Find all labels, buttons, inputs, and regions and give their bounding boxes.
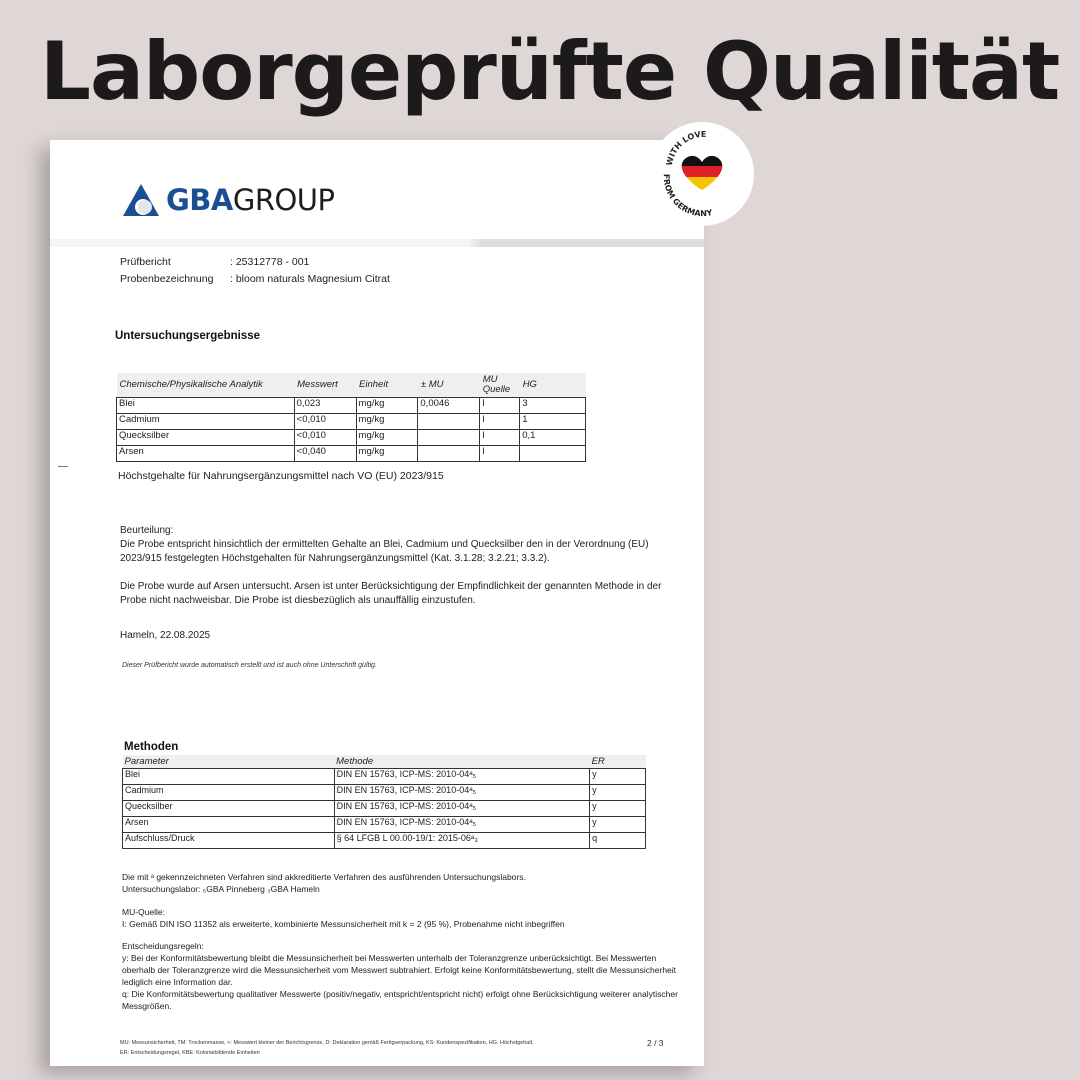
sample-name-value: : bloom naturals Magnesium Citrat: [230, 273, 390, 285]
col-hg: HG: [520, 373, 586, 398]
cell-value: 0,023: [294, 398, 356, 414]
col-method: Methode: [334, 755, 589, 769]
table-row: [117, 430, 586, 446]
col-mu-source: MU Quelle: [480, 373, 520, 398]
page-number: 2 / 3: [647, 1038, 664, 1048]
cell-parameter: Blei: [117, 398, 295, 414]
cell-method: DIN EN 15763, ICP-MS: 2010-04ᵃ₅: [334, 785, 589, 801]
methods-table: [122, 755, 646, 849]
mu-source-text: I: Gemäß DIN ISO 11352 als erweiterte, kombinierte Messunsicherheit mit k = 2 (95 %), Probenahme nicht inbegriffen: [122, 919, 565, 929]
results-table: [116, 373, 586, 462]
decision-rule-y: y: Bei der Konformitätsbewertung bleibt die Messunsicherheit bei Messwerten unterhalb der Toleranzgrenze unberücksichtigt. Bei Messwerten oberhalb der Toleranzgrenze wird die Messunsicherheit vom Messwert subtrahiert. Erfolgt keine Konformitätsbewertung, stellt die Messunsicherheit lediglich eine Information dar.: [122, 953, 677, 987]
header-band: [50, 239, 704, 247]
table-row: [117, 414, 586, 430]
report-number-value: : 25312778 - 001: [230, 256, 310, 268]
decision-rules-label: Entscheidungsregeln:: [122, 941, 204, 951]
table-row: [123, 769, 646, 785]
cell-mu-source: I: [480, 414, 520, 430]
assessment: [120, 524, 680, 622]
accreditation-line-1: Die mit ᵃ gekennzeichneten Verfahren sind akkreditierte Verfahren des ausführenden Untersuchungslabors.: [122, 872, 526, 882]
headline: Laborgeprüfte Qualität: [40, 25, 1060, 118]
abbreviations-legend: [120, 1038, 600, 1058]
cell-value: <0,040: [294, 446, 356, 462]
table-row: [117, 398, 586, 414]
cell-value: <0,010: [294, 414, 356, 430]
german-flag-heart-icon: [676, 152, 728, 192]
assessment-paragraph-1: Die Probe entspricht hinsichtlich der ermittelten Gehalte an Blei, Cadmium und Quecksilber den in der Verordnung (EU) 2023/915 festgelegten Höchstgehalten für Nahrungsergänzungsmittel (Kat. 3.1.28; 3.2.21; 3.3.2).: [120, 539, 649, 564]
cell-method: § 64 LFGB L 00.00-19/1: 2015-06ᵃ₃: [334, 833, 589, 849]
cell-unit: mg/kg: [356, 398, 418, 414]
cell-method: DIN EN 15763, ICP-MS: 2010-04ᵃ₅: [334, 817, 589, 833]
cell-parameter: Cadmium: [117, 414, 295, 430]
cell-er: q: [590, 833, 646, 849]
assessment-label: Beurteilung:: [120, 525, 174, 536]
assessment-paragraph-2: Die Probe wurde auf Arsen untersucht. Arsen ist unter Berücksichtigung der Empfindlichkeit der genannten Methode in der Probe nicht nachweisbar. Die Probe ist diesbezüglich als unauffällig einzustufen.: [120, 581, 662, 606]
col-mu: ± MU: [418, 373, 480, 398]
badge-bottom-text: FROM GERMANY: [661, 173, 714, 219]
cell-mu-source: I: [480, 398, 520, 414]
abbreviations-line-2: ER: Entscheidungsregel, KBE: Koloniebildende Einheiten: [120, 1050, 260, 1056]
cell-mu-source: I: [480, 446, 520, 462]
cell-er: y: [590, 785, 646, 801]
cell-hg: 3: [520, 398, 586, 414]
table-row: [123, 833, 646, 849]
abbreviations-line-1: MU: Messunsicherheit, TM: Trockenmasse, <: Messwert kleiner der Berichtsgrenze, D: Deklaration gemäß Fertigverpackung, KS: Kundenspezifikation, HG: Höchstgehalt,: [120, 1040, 534, 1046]
table-row: [123, 785, 646, 801]
cell-er: y: [590, 769, 646, 785]
col-value: Messwert: [294, 373, 356, 398]
cell-mu: [418, 430, 480, 446]
lab-report-page: [50, 140, 704, 1066]
cell-parameter: Arsen: [123, 817, 335, 833]
mu-source-label: MU-Quelle:: [122, 907, 165, 917]
cell-unit: mg/kg: [356, 446, 418, 462]
cell-mu: 0,0046: [418, 398, 480, 414]
col-parameter: Parameter: [123, 755, 335, 769]
table-row: [117, 446, 586, 462]
sample-name-label: Probenbezeichnung: [120, 273, 214, 285]
report-number-label: Prüfbericht: [120, 256, 171, 268]
cell-parameter: Arsen: [117, 446, 295, 462]
cell-parameter: Quecksilber: [117, 430, 295, 446]
cell-method: DIN EN 15763, ICP-MS: 2010-04ᵃ₅: [334, 769, 589, 785]
col-er: ER: [590, 755, 646, 769]
auto-generated-note: Dieser Prüfbericht wurde automatisch erstellt und ist auch ohne Unterschrift gültig.: [122, 662, 377, 669]
cell-hg: [520, 446, 586, 462]
cell-mu: [418, 446, 480, 462]
cell-unit: mg/kg: [356, 414, 418, 430]
gba-triangle-logo-icon: [122, 183, 160, 217]
col-analytics: Chemische/Physikalische Analytik: [117, 373, 295, 398]
cell-parameter: Quecksilber: [123, 801, 335, 817]
cell-hg: 1: [520, 414, 586, 430]
cell-parameter: Cadmium: [123, 785, 335, 801]
results-title: Untersuchungsergebnisse: [115, 330, 261, 342]
results-note: Höchstgehalte für Nahrungsergänzungsmittel nach VO (EU) 2023/915: [118, 470, 444, 482]
with-love-from-germany-badge: [650, 122, 754, 226]
cell-er: y: [590, 801, 646, 817]
accreditation-line-2: Untersuchungslabor: ₅GBA Pinneberg ₃GBA Hameln: [122, 884, 320, 894]
badge-top-text: WITH LOVE: [664, 129, 707, 167]
cell-value: <0,010: [294, 430, 356, 446]
table-row: [123, 817, 646, 833]
logo-group-text: GROUP: [232, 183, 335, 217]
methods-title: Methoden: [124, 741, 179, 753]
cell-parameter: Blei: [123, 769, 335, 785]
cell-unit: mg/kg: [356, 430, 418, 446]
gba-group-logo: [122, 180, 335, 220]
place-date: Hameln, 22.08.2025: [120, 630, 211, 641]
report-meta: [120, 254, 390, 288]
cell-method: DIN EN 15763, ICP-MS: 2010-04ᵃ₅: [334, 801, 589, 817]
decision-rules: [122, 940, 682, 1012]
cell-parameter: Aufschluss/Druck: [123, 833, 335, 849]
col-unit: Einheit: [356, 373, 418, 398]
decision-rule-q: q: Die Konformitätsbewertung qualitativer Messwerte (positiv/negativ, entspricht/entspricht nicht) erfolgt ohne Berücksichtigung weiterer analytischer Messgrößen.: [122, 989, 678, 1011]
margin-mark: [58, 466, 68, 467]
cell-hg: 0,1: [520, 430, 586, 446]
cell-er: y: [590, 817, 646, 833]
cell-mu: [418, 414, 480, 430]
accreditation-note: [122, 871, 526, 895]
mu-source-note: [122, 906, 565, 930]
cell-mu-source: I: [480, 430, 520, 446]
table-row: [123, 801, 646, 817]
logo-gba-text: GBA: [166, 183, 233, 217]
